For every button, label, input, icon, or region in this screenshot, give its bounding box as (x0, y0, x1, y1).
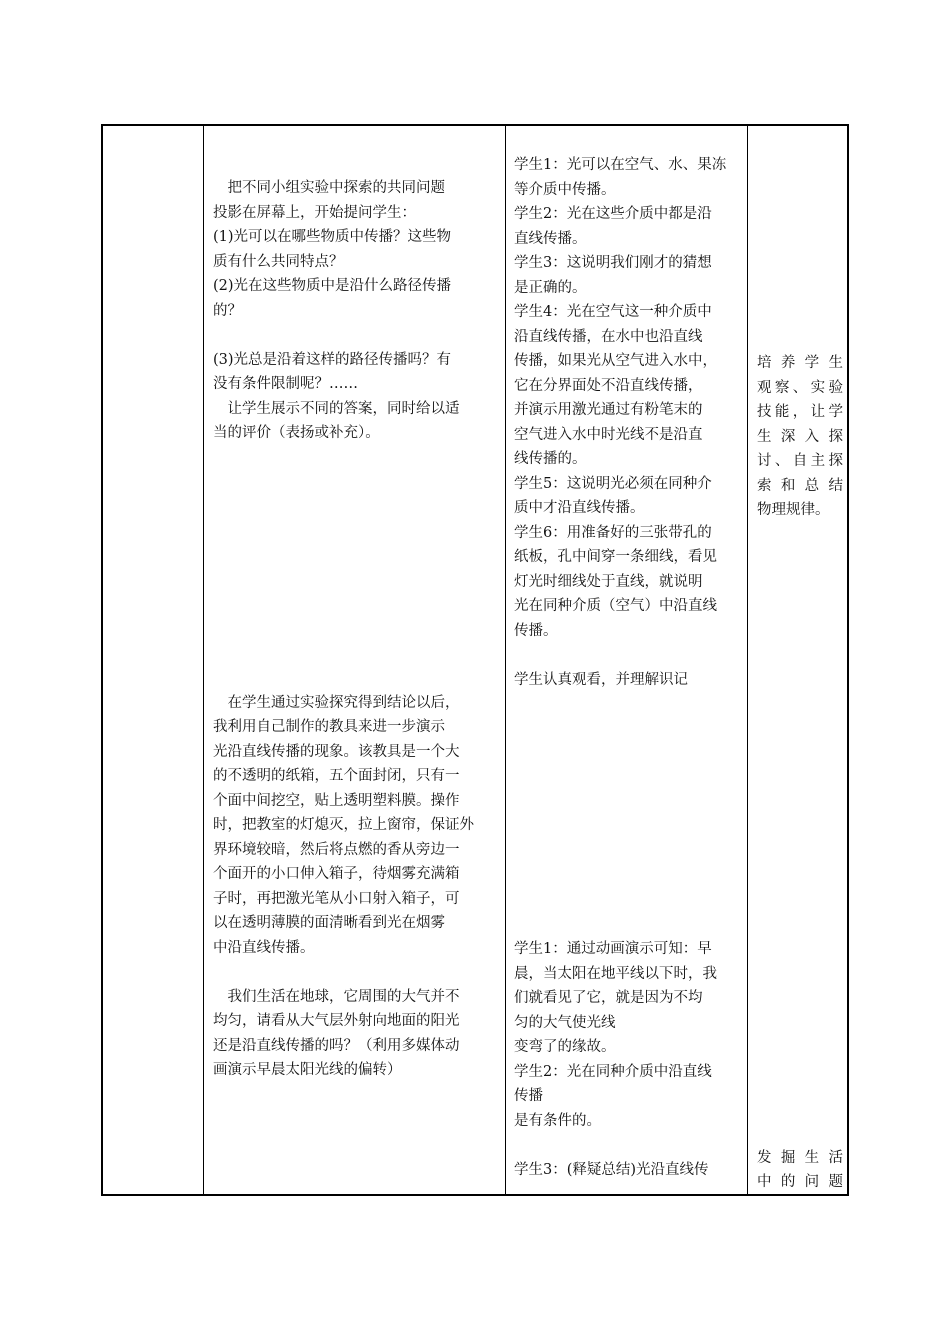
text-line: 让学生展示不同的答案，同时给以适 (213, 400, 460, 417)
text-line: 灯光时细线处于直线，就说明 (514, 573, 703, 590)
lesson-table (101, 124, 849, 1196)
text-line: 空气进入水中时光线不是沿直 (514, 426, 703, 443)
text-line: 传播 (514, 1088, 543, 1104)
text-line: 学生4：光在空气这一种介质中 (514, 304, 712, 320)
text-line: 发掘生活 (757, 1149, 843, 1166)
text-line: 均匀，请看从大气层外射向地面的阳光 (213, 1013, 460, 1029)
text-line: 它在分界面处不沿直线传播， (514, 377, 703, 394)
text-line: 投影在屏幕上，开始提问学生： (213, 204, 416, 221)
student-block-answers (514, 153, 742, 692)
text-line: 我们生活在地球，它周围的大气并不 (213, 988, 460, 1005)
text-line: 我利用自己制作的教具来进一步演示 (213, 719, 445, 735)
text-line: 沿直线传播，在水中也沿直线 (514, 328, 703, 345)
intent-block-explore (757, 351, 843, 523)
text-line: 学生2：光在同种介质中沿直线 (514, 1063, 712, 1080)
text-line: (2)光在这些物质中是沿什么路径传播 (213, 278, 452, 294)
text-line: 学生3：这说明我们刚才的猜想 (514, 255, 712, 271)
text-line: 时，把教室的灯熄灭，拉上窗帘，保证外 (213, 817, 474, 833)
text-line: 索和总结 (757, 477, 843, 494)
text-line: 传播，如果光从空气进入水中， (514, 353, 717, 369)
text-line: 讨、自主探 (757, 453, 843, 469)
text-line: 学生2：光在这些介质中都是沿 (514, 206, 712, 222)
text-line: 物理规律。 (757, 502, 830, 518)
text-line: (3)光总是沿着这样的路径传播吗？有 (213, 351, 452, 368)
text-line: 传播。 (514, 622, 558, 639)
text-line: 直线传播。 (514, 230, 587, 247)
text-line: 们就看见了它，就是因为不均 (514, 990, 703, 1006)
text-line: 的？ (213, 302, 242, 319)
text-line: 纸板，孔中间穿一条细线，看见 (514, 549, 717, 565)
text-line: 观察、实验 (757, 379, 843, 396)
text-line: 在学生通过实验探究得到结论以后， (213, 694, 460, 711)
intent-block-life (757, 1146, 843, 1195)
text-line: 匀的大气使光线 (514, 1014, 616, 1031)
text-line: 学生6：用准备好的三张带孔的 (514, 524, 712, 541)
text-line: 中的问题 (757, 1174, 843, 1190)
column-divider (203, 126, 204, 1194)
text-line: 变弯了的缘故。 (514, 1039, 616, 1055)
text-line: 还是沿直线传播的吗？（利用多媒体动 (213, 1037, 460, 1054)
text-line: 质有什么共同特点？ (213, 253, 344, 270)
text-line: 学生5：这说明光必须在同种介 (514, 475, 712, 492)
text-line: 学生1：通过动画演示可知：早 (514, 941, 712, 957)
text-line: 画演示早晨太阳光线的偏转） (213, 1062, 402, 1078)
text-line: 光沿直线传播的现象。该教具是一个大 (213, 743, 460, 760)
text-line: 把不同小组实验中探索的共同问题 (213, 180, 445, 196)
text-line: 光在同种介质（空气）中沿直线 (514, 598, 717, 614)
student-block-atmosphere (514, 937, 742, 1182)
design-intent-cell (749, 126, 849, 1194)
text-line: 是有条件的。 (514, 1112, 601, 1129)
text-line: 子时，再把激光笔从小口射入箱子，可 (213, 890, 460, 907)
text-line: 生深入探 (757, 428, 843, 445)
text-line: 界环境较暗，然后将点燃的香从旁边一 (213, 841, 460, 858)
text-line: (1)光可以在哪些物质中传播？这些物 (213, 229, 452, 245)
text-line: 当的评价（表扬或补充）。 (213, 425, 380, 441)
text-line: 学生1：光可以在空气、水、果冻 (514, 157, 727, 173)
text-line: 没有条件限制呢？…… (213, 376, 358, 392)
text-line: 以在透明薄膜的面清晰看到光在烟雾 (213, 915, 445, 931)
text-line: 个面开的小口伸入箱子，待烟雾充满箱 (213, 866, 460, 882)
text-line: 的不透明的纸箱，五个面封闭，只有一 (213, 768, 460, 784)
text-line: 培养学生 (757, 355, 843, 371)
text-line: 线传播的。 (514, 451, 587, 467)
text-line: 等介质中传播。 (514, 181, 616, 198)
text-line: 质中才沿直线传播。 (514, 500, 645, 516)
text-line: 是正确的。 (514, 279, 587, 296)
text-line: 晨，当太阳在地平线以下时，我 (514, 965, 717, 982)
text-line: 个面中间挖空，贴上透明塑料膜。操作 (213, 792, 460, 809)
text-line: 技能，让学 (757, 404, 843, 420)
student-activity-cell (507, 126, 748, 1194)
text-line: 中沿直线传播。 (213, 939, 315, 956)
text-line: 学生认真观看，并理解识记 (514, 671, 688, 688)
text-line: 学生3：(释疑总结)光沿直线传 (514, 1161, 709, 1178)
text-line: 并演示用激光通过有粉笔末的 (514, 402, 703, 418)
